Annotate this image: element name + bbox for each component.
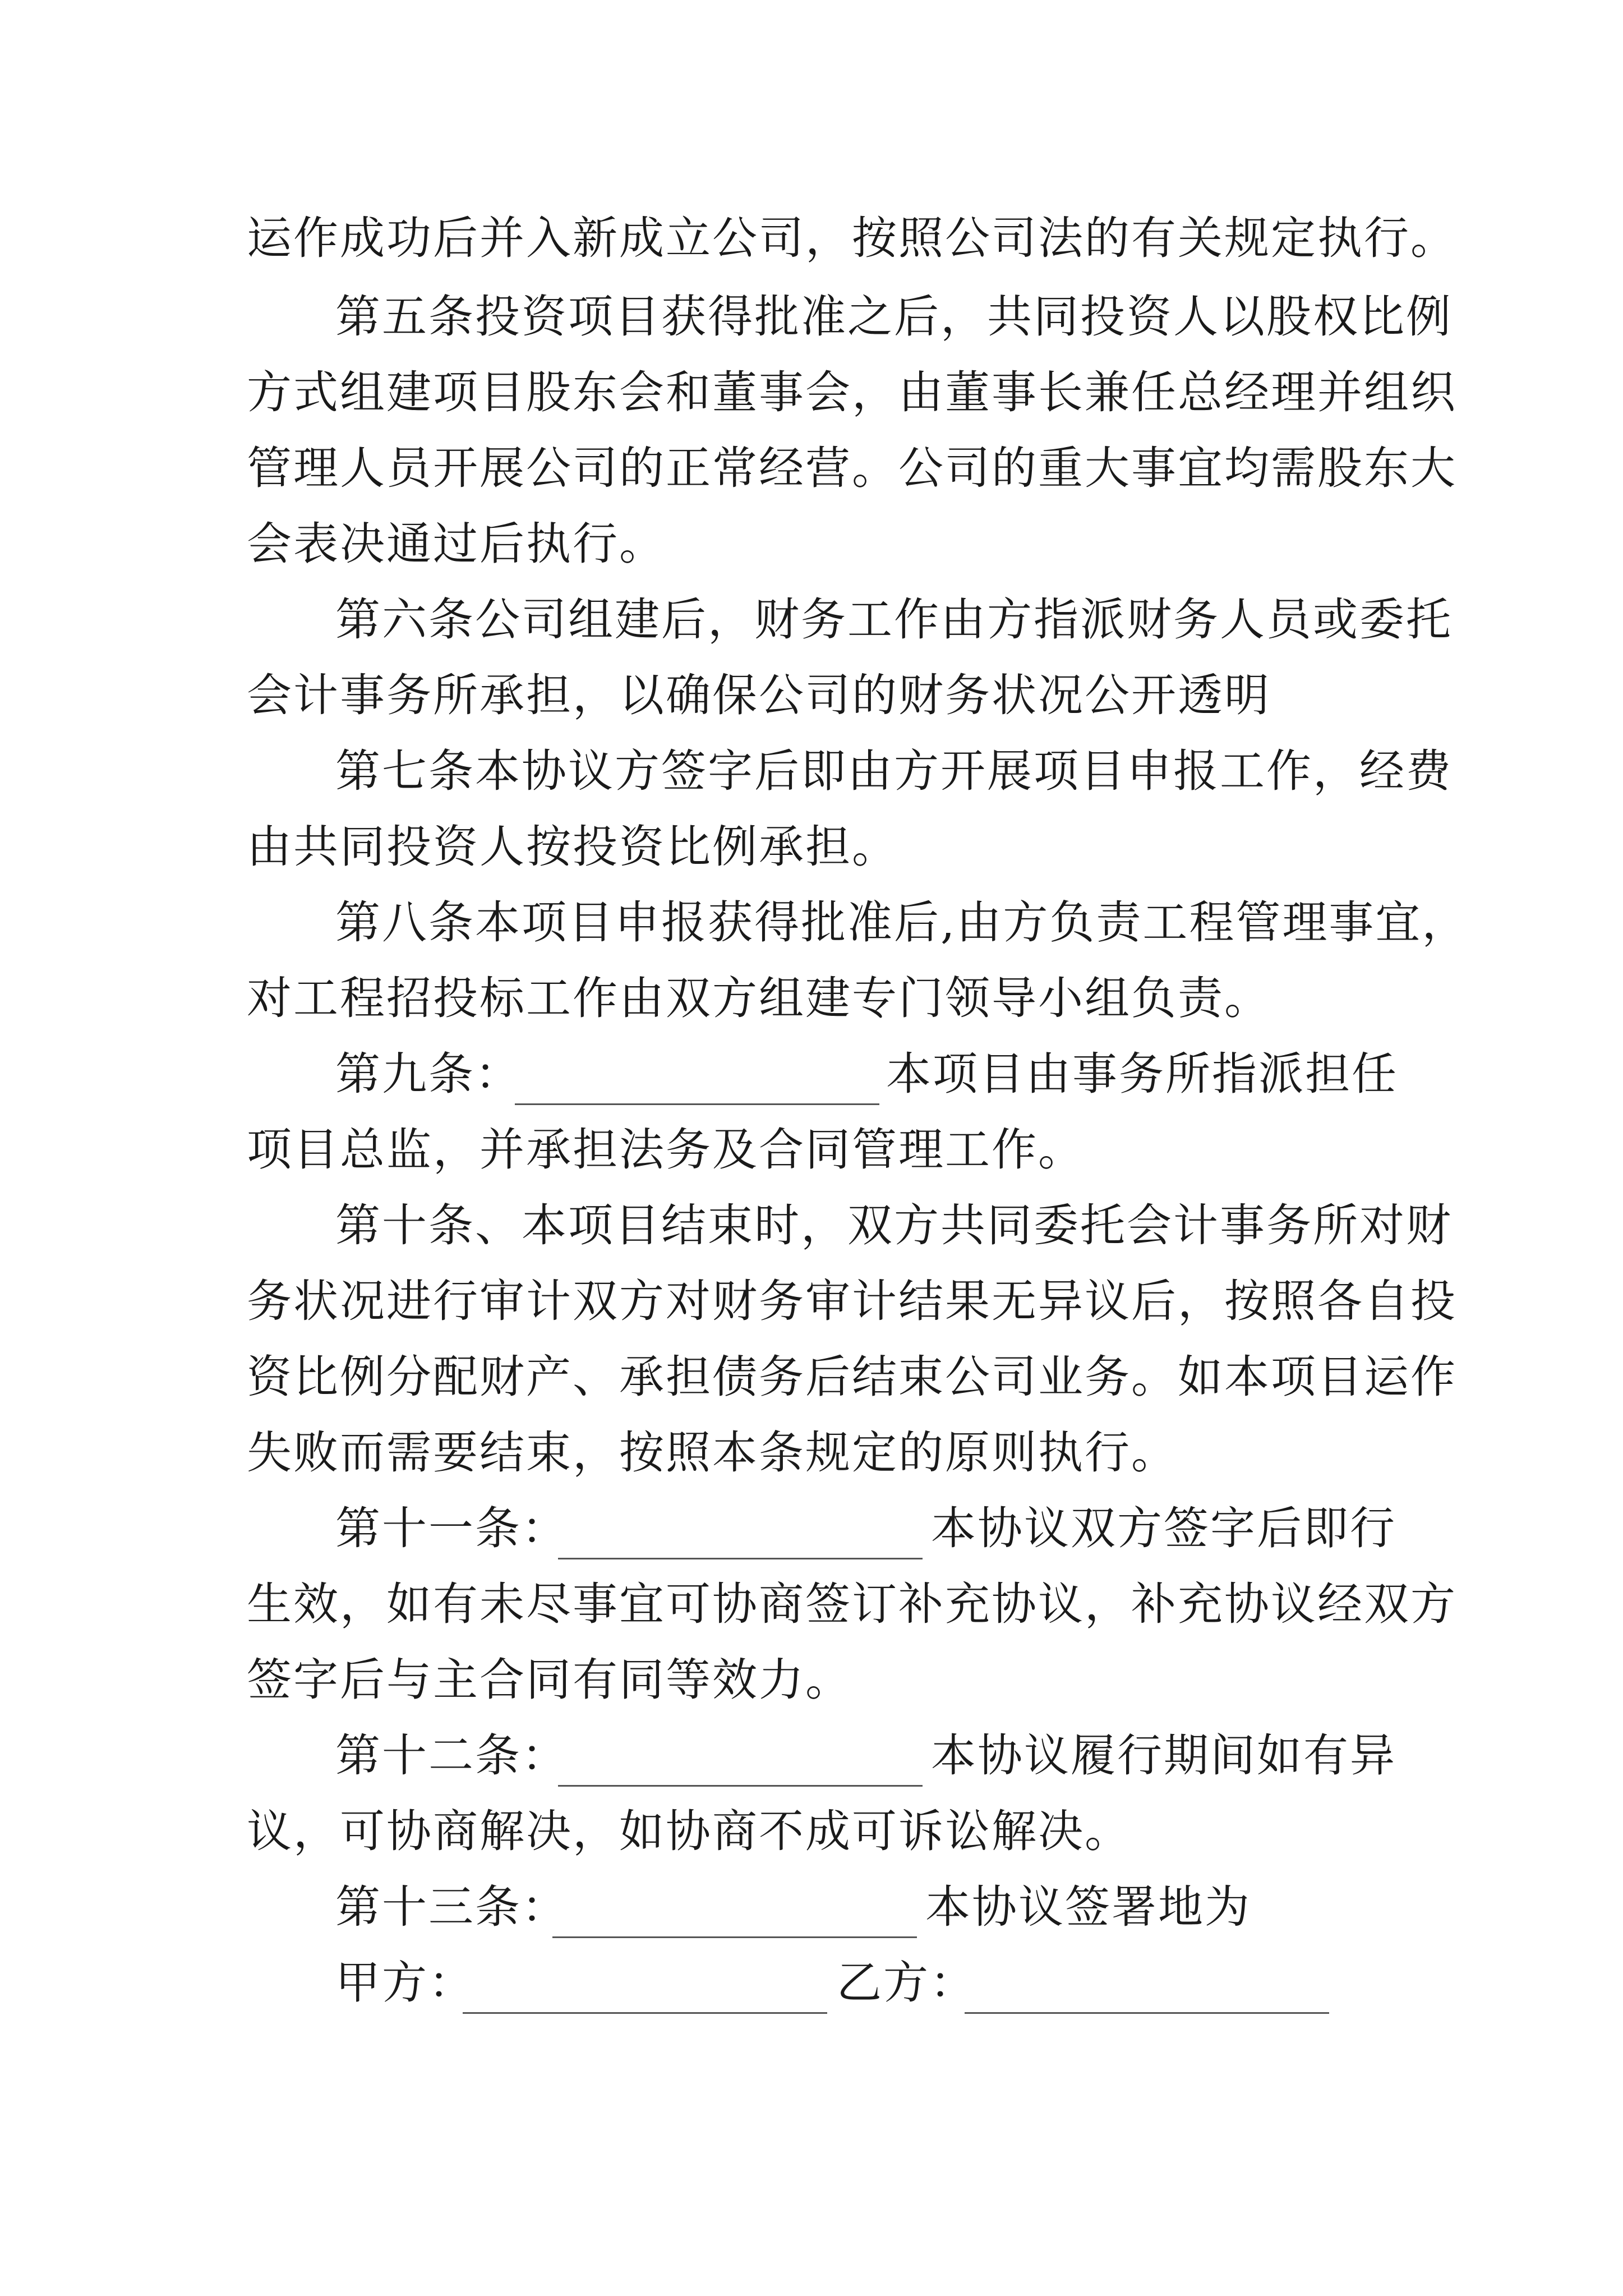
text-line: 失败而需要结束，按照本条规定的原则执行。 (247, 1427, 1178, 1479)
party-b-blank (965, 1967, 1329, 2014)
text-line: 方式组建项目股东会和董事会，由董事长兼任总经理并组织 (247, 366, 1457, 418)
text-line: 会表决通过后执行。 (247, 518, 666, 570)
article-13-label: 第十三条： (335, 1881, 568, 1933)
text-line: 资比例分配财产、承担债务后结束公司业务。如本项目运作 (247, 1351, 1457, 1403)
text-line: 议，可协商解决，如协商不成可诉讼解决。 (247, 1805, 1131, 1857)
article-8-line: 第八条本项目申报获得批准后,由方负责工程管理事宜， (335, 896, 1469, 949)
party-a-label: 甲方： (335, 1957, 475, 2009)
article-12-blank (558, 1740, 923, 1787)
article-11-label: 第十一条： (335, 1502, 568, 1554)
article-11-blank (558, 1513, 923, 1559)
article-6-line: 第六条公司组建后，财务工作由方指派财务人员或委托 (335, 593, 1453, 646)
text-line: 务状况进行审计双方对财务审计结果无异议后，按照各自投 (247, 1275, 1457, 1327)
party-a-blank (463, 1967, 827, 2014)
article-13-blank (552, 1892, 917, 1938)
text-line: 对工程招投标工作由双方组建专门领导小组负责。 (247, 972, 1271, 1024)
party-b-label: 乙方： (837, 1957, 976, 2009)
text-line: 本协议双方签字后即行 (931, 1502, 1396, 1554)
article-5-line: 第五条投资项目获得批准之后，共同投资人以股权比例 (335, 291, 1453, 343)
article-7-line: 第七条本协议方签字后即由方开展项目申报工作，经费 (335, 745, 1453, 797)
text-line: 会计事务所承担，以确保公司的财务状况公开透明 (247, 669, 1271, 721)
text-line: 生效，如有未尽事宜可协商签订补充协议，补充协议经双方 (247, 1578, 1457, 1630)
text-line: 运作成功后并入新成立公司，按照公司法的有关规定执行。 (247, 212, 1457, 264)
text-line: 本协议履行期间如有异 (931, 1729, 1396, 1782)
article-9-blank (515, 1059, 879, 1105)
article-12-label: 第十二条： (335, 1729, 568, 1782)
text-line: 本协议签署地为 (925, 1881, 1251, 1933)
text-line: 签字后与主合同有同等效力。 (247, 1654, 852, 1706)
text-line: 本项目由事务所指派担任 (886, 1048, 1398, 1100)
article-9-label: 第九条： (335, 1048, 522, 1100)
text-line: 管理人员开展公司的正常经营。公司的重大事宜均需股东大 (247, 442, 1457, 494)
text-line: 由共同投资人按投资比例承担。 (247, 821, 898, 873)
text-line: 项目总监，并承担法务及合同管理工作。 (247, 1124, 1085, 1176)
article-10-line: 第十条、本项目结束时，双方共同委托会计事务所对财 (335, 1199, 1453, 1251)
